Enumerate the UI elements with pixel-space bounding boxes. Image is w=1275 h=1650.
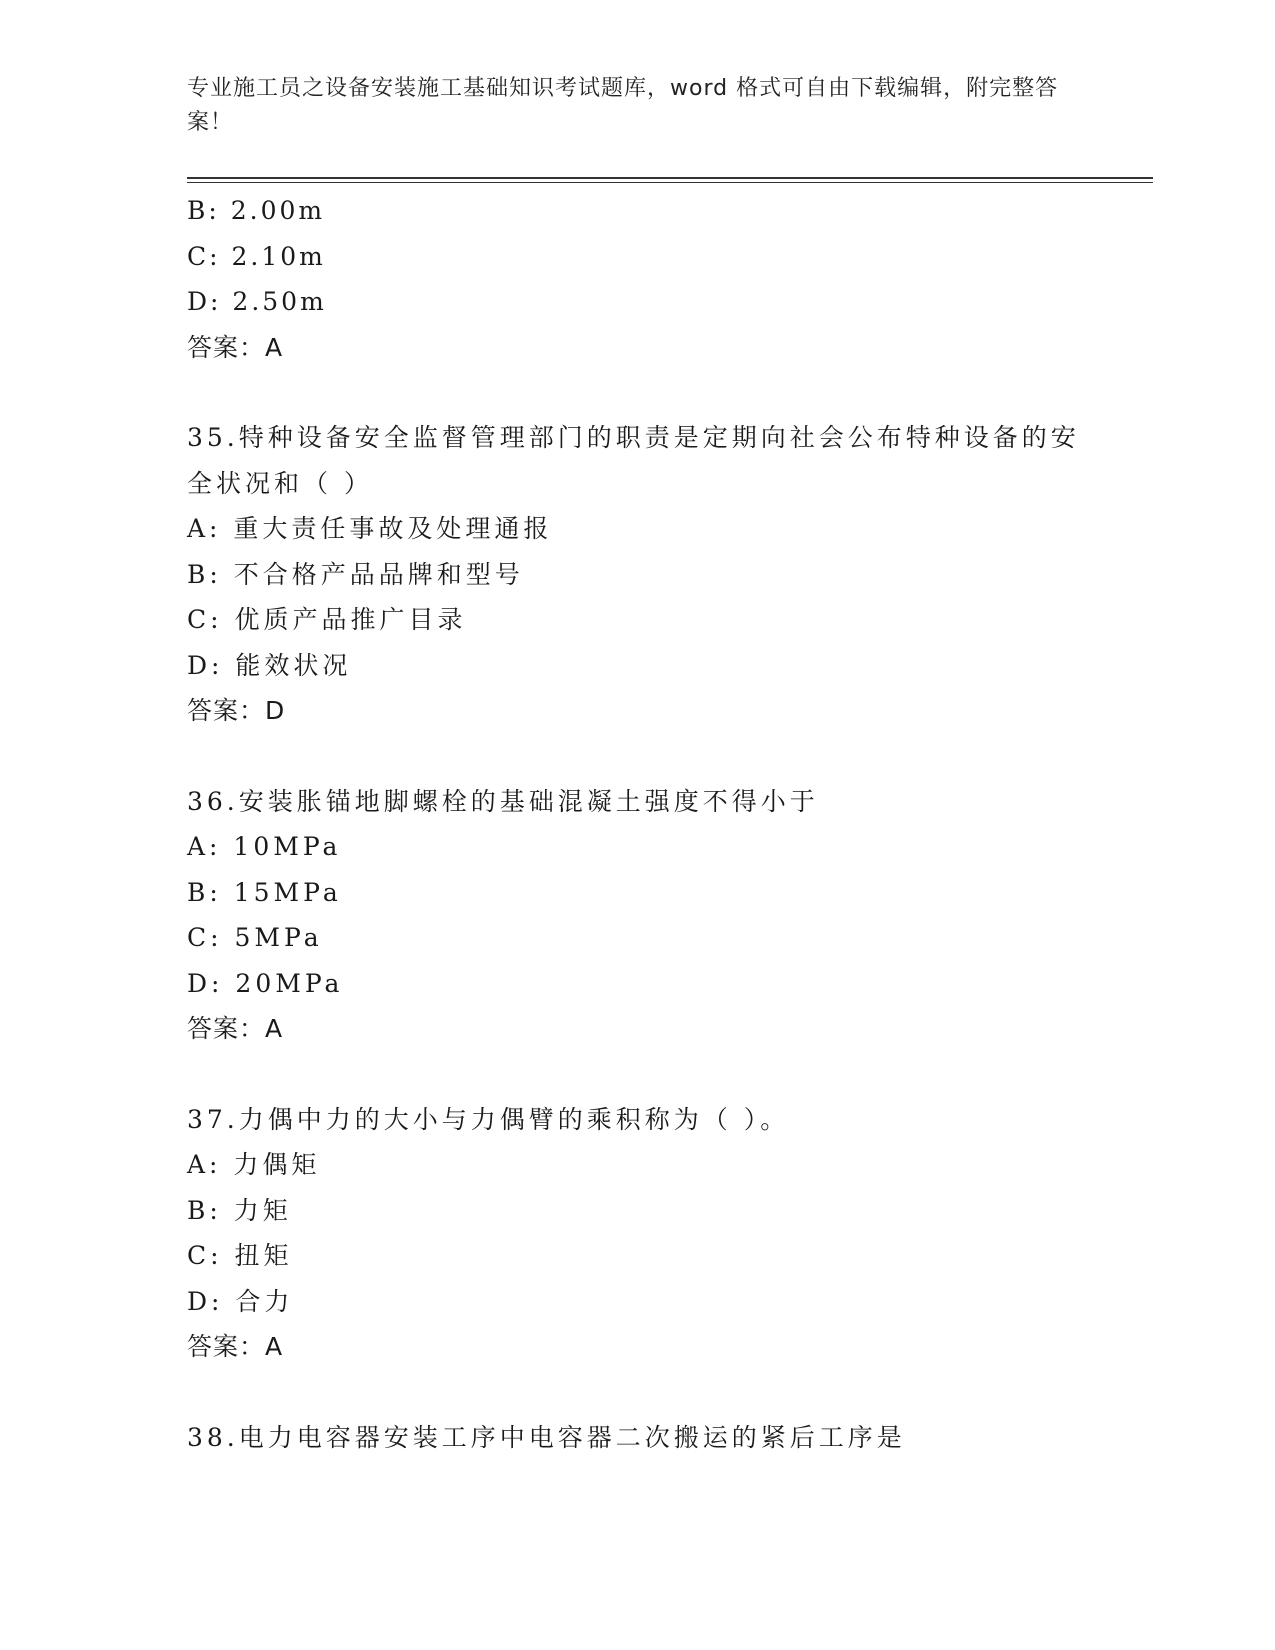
option-c: C: 优质产品推广目录 [187,605,467,634]
option-d: D: 能效状况 [187,650,352,680]
option-b: B: 不合格产品品牌和型号 [187,559,524,589]
answer-line: 答案：A [187,1014,284,1043]
option-d: D: 2.50m [187,287,327,316]
question-35 [187,415,1087,734]
header-rule-thin [187,182,1153,183]
option-a: A: 10MPa [187,832,342,861]
option-c: C: 2.10m [187,241,326,271]
question-text: 35.特种设备安全监督管理部门的职责是定期向社会公布特种设备的安 [187,423,1080,452]
option-a: A: 重大责任事故及处理通报 [187,514,553,543]
answer-line: 答案：A [187,332,284,362]
option-b: B: 力矩 [187,1195,292,1225]
question-text: 全状况和（ ） [187,468,373,498]
question-37 [187,1097,1087,1370]
option-b: B: 15MPa [187,877,342,907]
answer-line: 答案：A [187,1332,284,1361]
question-list [187,188,1087,1460]
question-text: 37.力偶中力的大小与力偶臂的乘积称为（ ）。 [187,1104,790,1134]
option-c: C: 5MPa [187,923,323,952]
option-b: B: 2.00m [187,196,326,225]
option-d: D: 20MPa [187,968,344,998]
question-36 [187,779,1087,1052]
option-a: A: 力偶矩 [187,1150,321,1179]
header-rule-thick [187,177,1153,179]
page-header: 专业施工员之设备安装施工基础知识考试题库，word 格式可自由下载编辑，附完整答案！ [187,76,1059,135]
question-38 [187,1415,1087,1461]
option-d: D: 合力 [187,1286,294,1316]
question-fragment [187,188,1087,370]
question-text: 36.安装胀锚地脚螺栓的基础混凝土强度不得小于 [187,786,819,816]
question-text: 38.电力电容器安装工序中电容器二次搬运的紧后工序是 [187,1422,906,1452]
option-c: C: 扭矩 [187,1241,293,1270]
answer-line: 答案：D [187,696,286,725]
